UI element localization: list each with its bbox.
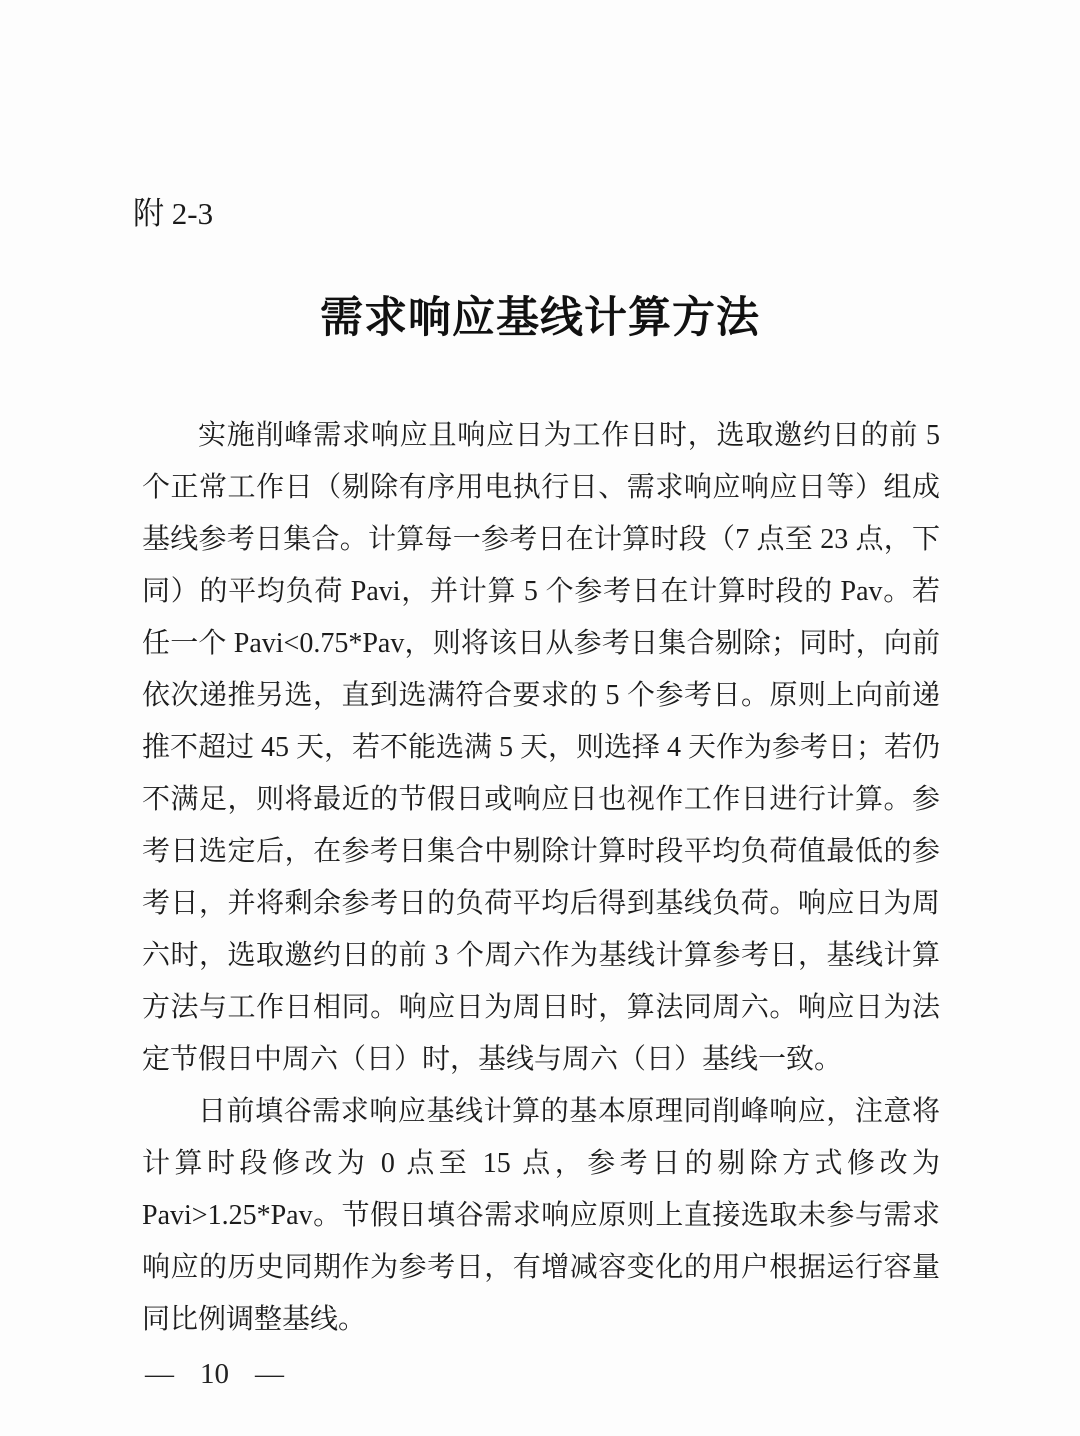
annex-label: 附 2-3 — [133, 196, 214, 231]
text-line: 实施削峰需求响应且响应日为工作日时，选取邀约日的前 5 — [198, 420, 940, 451]
page-number: 10 — [200, 1358, 229, 1390]
text-line: 同）的平均负荷 Pavi，并计算 5 个参考日在计算时段的 Pav。若 — [142, 576, 940, 607]
text-line: 推不超过 45 天，若不能选满 5 天，则选择 4 天作为参考日；若仍 — [142, 732, 940, 763]
footer-left-dash: — — [145, 1358, 174, 1390]
text-line: 任一个 Pavi<0.75*Pav，则将该日从参考日集合剔除；同时，向前 — [142, 628, 940, 659]
text-line: 方法与工作日相同。响应日为周日时，算法同周六。响应日为法 — [142, 992, 940, 1023]
text-line: 考日，并将剩余参考日的负荷平均后得到基线负荷。响应日为周 — [142, 888, 940, 919]
text-line: 同比例调整基线。 — [142, 1304, 367, 1335]
page-footer — [145, 1356, 284, 1392]
text-line: 基线参考日集合。计算每一参考日在计算时段（7 点至 23 点，下 — [142, 524, 940, 555]
text-line: 日前填谷需求响应基线计算的基本原理同削峰响应，注意将 — [198, 1096, 940, 1127]
paragraph-2 — [142, 1086, 940, 1346]
footer-right-dash: — — [255, 1358, 284, 1390]
text-line: 个正常工作日（剔除有序用电执行日、需求响应响应日等）组成 — [142, 472, 940, 503]
text-line: 依次递推另选，直到选满符合要求的 5 个参考日。原则上向前递 — [142, 680, 940, 711]
text-line: 计算时段修改为 0 点至 15 点，参考日的剔除方式修改为 — [142, 1148, 940, 1179]
text-line: 六时，选取邀约日的前 3 个周六作为基线计算参考日，基线计算 — [142, 940, 940, 971]
paragraph-1 — [142, 410, 940, 1086]
text-line: 考日选定后，在参考日集合中剔除计算时段平均负荷值最低的参 — [142, 836, 940, 867]
text-line: 响应的历史同期作为参考日，有增减容变化的用户根据运行容量 — [142, 1252, 940, 1283]
text-line: 不满足，则将最近的节假日或响应日也视作工作日进行计算。参 — [142, 784, 940, 815]
page-title: 需求响应基线计算方法 — [320, 295, 760, 342]
document-body — [142, 410, 940, 1346]
text-line: Pavi>1.25*Pav。节假日填谷需求响应原则上直接选取未参与需求 — [142, 1200, 940, 1231]
text-line: 定节假日中周六（日）时，基线与周六（日）基线一致。 — [142, 1044, 843, 1075]
